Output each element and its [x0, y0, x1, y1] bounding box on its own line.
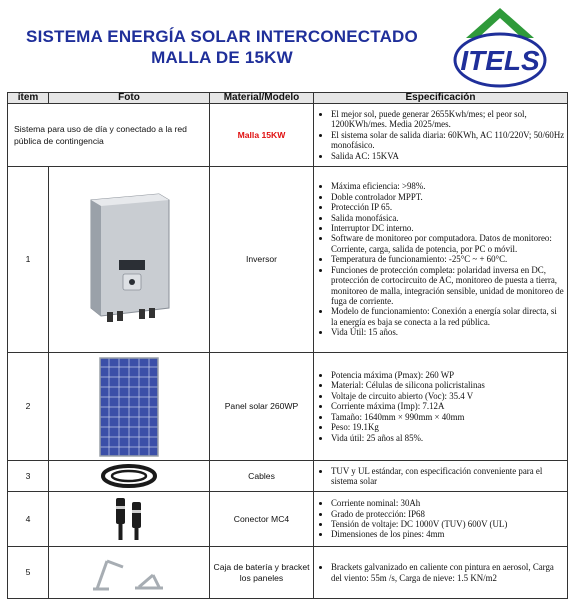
row-spec-list — [314, 561, 567, 584]
itels-logo — [448, 6, 552, 90]
spec-item: • Protección IP 65. — [331, 202, 565, 212]
spec-item: • Corriente máxima (Imp): 7.12A — [331, 401, 565, 411]
solar-panel-photo — [99, 357, 159, 457]
row-item-number: 4 — [8, 492, 49, 547]
spec-item: • Salida monofásica. — [331, 213, 565, 223]
row-item-number: 3 — [8, 461, 49, 492]
row-material: Inversor — [210, 167, 314, 353]
bracket-photo — [89, 553, 169, 593]
spec-item: • Vida útil: 25 años al 85%. — [331, 433, 565, 443]
table-row — [8, 353, 568, 461]
mc4-connector-photo — [104, 496, 154, 542]
spec-item: • Software de monitoreo por computadora. Datos de monitoreo: Corriente, carga, salida de potencia, por PC o móvil. — [331, 233, 565, 254]
row-photo — [49, 547, 210, 599]
spec-item: • Máxima eficiencia: >98%. — [331, 181, 565, 191]
row-specs — [314, 547, 568, 599]
spec-item: • Material: Células de silicona policristalinas — [331, 380, 565, 390]
header-item: ítem — [8, 93, 49, 104]
row-photo — [49, 167, 210, 353]
spec-item: • Voltaje de circuito abierto (Voc): 35.4 V — [331, 391, 565, 401]
row-specs — [314, 167, 568, 353]
cable-coil-photo — [99, 463, 159, 489]
summary-description: Sistema para uso de día y conectado a la red pública de contingencia — [8, 104, 210, 167]
table-row — [8, 492, 568, 547]
row-item-number: 2 — [8, 353, 49, 461]
document-header — [0, 0, 573, 92]
summary-model: Malla 15KW — [210, 104, 314, 167]
spec-item: • Salida AC: 15KVA — [331, 151, 565, 161]
row-material: Conector MC4 — [210, 492, 314, 547]
header-photo: Foto — [49, 93, 210, 104]
spec-item: • Doble controlador MPPT. — [331, 192, 565, 202]
title-line-2: MALLA DE 15KW — [151, 48, 293, 67]
spec-item: • Tamaño: 1640mm × 990mm × 40mm — [331, 412, 565, 422]
row-material: Panel solar 260WP — [210, 353, 314, 461]
table-row — [8, 461, 568, 492]
summary-spec-list — [314, 108, 567, 162]
row-photo — [49, 353, 210, 461]
spec-item: • Corriente nominal: 30Ah — [331, 498, 565, 508]
row-specs — [314, 353, 568, 461]
header-spec: Especificación — [314, 93, 568, 104]
row-photo — [49, 461, 210, 492]
spec-table — [7, 92, 568, 599]
row-specs — [314, 492, 568, 547]
row-spec-list — [314, 465, 567, 488]
spec-item: • Vida Útil: 15 años. — [331, 327, 565, 337]
spec-item: • El mejor sol, puede generar 2655Kwh/mes; el peor sol, 1200KWh/mes. Media 2025/mes. — [331, 109, 565, 130]
row-item-number: 5 — [8, 547, 49, 599]
table-row — [8, 167, 568, 353]
summary-row — [8, 104, 568, 167]
spec-item: • Dimensiones de los pines: 4mm — [331, 529, 565, 539]
spec-item: • Peso: 19.1Kg — [331, 422, 565, 432]
summary-specs — [314, 104, 568, 167]
row-material: Cables — [210, 461, 314, 492]
row-photo — [49, 492, 210, 547]
table-row — [8, 547, 568, 599]
row-spec-list — [314, 369, 567, 444]
logo-text: ITELS — [460, 45, 540, 76]
row-specs — [314, 461, 568, 492]
spec-item: • Brackets galvanizado en caliente con pintura en aerosol, Carga del viento: 55m /s, Carga de nieve: 1.5 KN/m2 — [331, 562, 565, 583]
spec-item: • Tensión de voltaje: DC 1000V (TUV) 600V (UL) — [331, 519, 565, 529]
spec-item: • Modelo de funcionamiento: Conexión a energía solar directa, si la energía es baja se conecta a la red pública. — [331, 306, 565, 327]
inverter-photo — [83, 190, 175, 330]
row-item-number: 1 — [8, 167, 49, 353]
spec-item: • Temperatura de funcionamiento: -25°C ~ + 60°C. — [331, 254, 565, 264]
title-line-1: SISTEMA ENERGÍA SOLAR INTERCONECTADO — [26, 27, 418, 46]
row-spec-list — [314, 180, 567, 338]
spec-item: • Interruptor DC interno. — [331, 223, 565, 233]
spec-item: • El sistema solar de salida diaria: 60KWh, AC 110/220V; 50/60Hz monofásico. — [331, 130, 565, 151]
header-material: Material/Modelo — [210, 93, 314, 104]
table-header-row — [8, 93, 568, 104]
spec-item: • Potencia máxima (Pmax): 260 WP — [331, 370, 565, 380]
row-spec-list — [314, 497, 567, 541]
spec-item: • Grado de protección: IP68 — [331, 509, 565, 519]
spec-item: • Funciones de protección completa: polaridad inversa en DC, protección de cortocircuito de AC, monitoreo de puesta a tierra, monitoreo de malla, integración sensible, unidad de monitoreo de fuga de corriente. — [331, 265, 565, 307]
row-material: Caja de batería y bracket los paneles — [210, 547, 314, 599]
document-title — [12, 26, 432, 68]
spec-item: • TUV y UL estándar, con especificación conveniente para el sistema solar — [331, 466, 565, 487]
